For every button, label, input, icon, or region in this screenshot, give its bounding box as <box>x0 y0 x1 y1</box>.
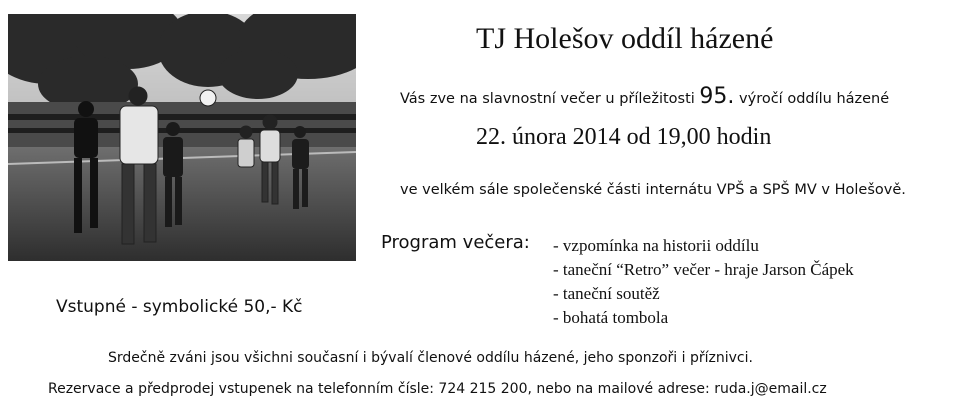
anniversary-number: 95. <box>699 84 735 109</box>
program-item: - bohatá tombola <box>553 308 669 327</box>
reservation-info: Rezervace a předprodej vstupenek na telefonním čísle: 724 215 200, nebo na mailové adrese: ruda.j@email.cz <box>48 381 827 397</box>
event-date: 22. února 2014 od 19,00 hodin <box>476 124 772 150</box>
welcome-note: Srdečně zváni jsou všichni současní i bývalí členové oddílu házené, jeho sponzoři i příznivci. <box>108 350 753 366</box>
invitation-line <box>400 84 889 109</box>
invitation-text-before: Vás zve na slavnostní večer u příležitosti <box>400 91 700 107</box>
program-list <box>553 234 854 330</box>
program-item: - taneční “Retro” večer - hraje Jarson Čápek <box>553 260 854 279</box>
event-venue: ve velkém sále společenské části internátu VPŠ a SPŠ MV v Holešově. <box>400 182 906 198</box>
invitation-text-after: výročí oddílu házené <box>734 91 890 107</box>
program-item: - vzpomínka na historii oddílu <box>553 236 759 255</box>
event-title: TJ Holešov oddíl házené <box>476 22 774 55</box>
entry-fee: Vstupné - symbolické 50,- Kč <box>56 297 303 317</box>
historic-handball-match-photo <box>8 14 356 261</box>
program-item: - taneční soutěž <box>553 284 660 303</box>
program-label: Program večera: <box>381 232 530 253</box>
